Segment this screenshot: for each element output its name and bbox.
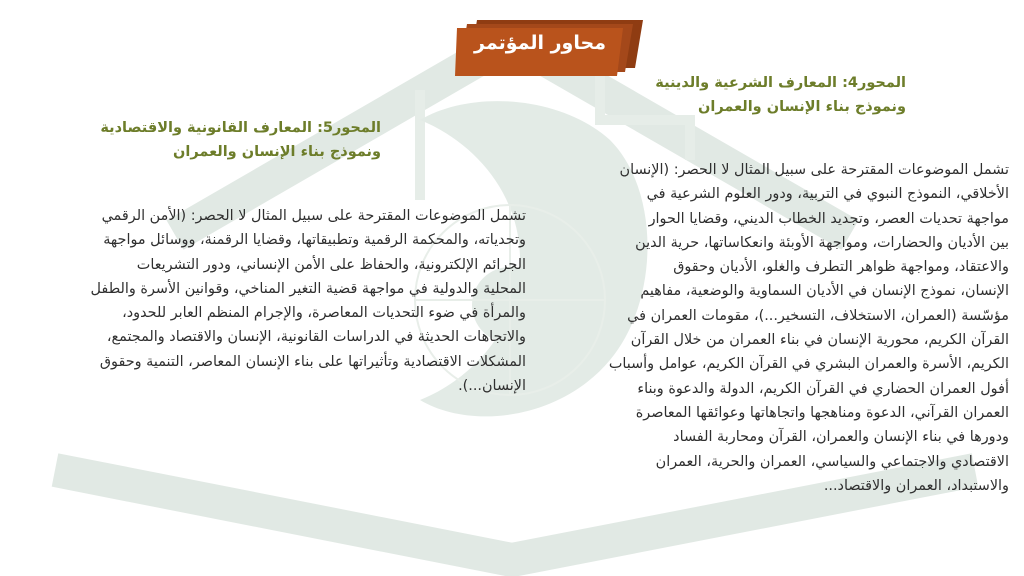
banner-title: محاور المؤتمر: [474, 32, 606, 54]
axis4-body-line: الاقتصادي والاجتماعي والسياسي، العمران والحرية، العمران: [655, 453, 1009, 470]
axis4-body-line: الأخلاقي، النموذج النبوي في التربية، ودور العلوم الشرعية في: [646, 186, 1009, 203]
axis5-body-line: الجرائم الإلكترونية، والحفاظ على الأمن الإنساني، ودور التشريعات: [136, 256, 526, 273]
axis4-body-line: بين الأديان والحضارات، ومواجهة الأوبئة وانعكاساتها، حرية الدين: [635, 234, 1009, 251]
axis4-body-line: مؤسّسة (العمران، الاستخلاف، التسخير...)، مقومات العمران في: [627, 307, 1009, 324]
axis4-body-line: أفول العمران الحضاري في القرآن الكريم، الدولة والدعوة وبناء: [637, 380, 1009, 397]
axis5-body: [14, 204, 526, 398]
axis4-body-line: والاعتقاد، ومواجهة ظواهر التطرف والغلو، الأديان وحقوق: [673, 259, 1009, 276]
axis5-heading-line-1: المحور5: المعارف القانونية والاقتصادية: [100, 120, 381, 136]
axis5-body-line: المشكلات الاقتصادية وتأثيراتها على بناء الإنسان المعاصر، التنمية وحقوق: [99, 353, 526, 370]
axis4-body-line: مواجهة تحديات العصر، وتجديد الخطاب الديني، وقضايا الحوار: [648, 210, 1009, 227]
axis4-heading-line-2: ونموذج بناء الإنسان والعمران: [697, 99, 906, 115]
axis4-body-line: تشمل الموضوعات المقترحة على سبيل المثال لا الحصر: (الإنسان: [619, 162, 1009, 178]
axis4-body-line: الكريم، الأسرة والعمران البشري في القرآن الكريم، عوامل وأسباب: [608, 356, 1009, 373]
axis5-heading-line-2: ونموذج بناء الإنسان والعمران: [172, 144, 381, 160]
axis4-heading: [546, 71, 906, 119]
axis5-body-line: المحلية والدولية في مواجهة قضية التغير المناخي، وقوانين الأسرة والطفل: [90, 280, 526, 297]
axis5-heading: [21, 116, 381, 164]
axis4-body: [569, 158, 1009, 498]
axis5-body-line: والاتجاهات الحديثة في الدراسات القانونية، الإنسان والاقتصاد والمجتمع،: [106, 329, 526, 346]
axis4-heading-line-1: المحور4: المعارف الشرعية والدينية: [655, 75, 906, 91]
axis4-body-line: العمران القرآني، الدعوة ومناهجها واتجاهاتها وعوائقها المعاصرة: [635, 404, 1009, 421]
axis5-body-line: تشمل الموضوعات المقترحة على سبيل المثال لا الحصر: (الأمن الرقمي: [101, 208, 526, 224]
axis4-body-line: الإنسان، نموذج الإنسان في الأديان السماوية والوضعية، مفاهيم: [640, 283, 1009, 300]
axis4-body-line: ودورها في بناء الإنسان والعمران، القرآن ومحاربة الفساد: [673, 429, 1009, 446]
axis5-body-line: والمرأة في ضوء التحديات المعاصرة، والإجرام المنظم العابر للحدود،: [122, 305, 526, 322]
axis4-body-line: والاستبداد، العمران والاقتصاد...: [823, 477, 1009, 494]
axis4-body-line: القرآن الكريم، محورية الإنسان في بناء العمران من خلال القرآن: [630, 332, 1009, 349]
axis5-body-line: الإنسان...).: [458, 378, 526, 395]
axis5-body-line: وتحدياته، والمحكمة الرقمية وتطبيقاتها، وقضايا الرقمنة، ووسائل مواجهة: [103, 232, 526, 249]
